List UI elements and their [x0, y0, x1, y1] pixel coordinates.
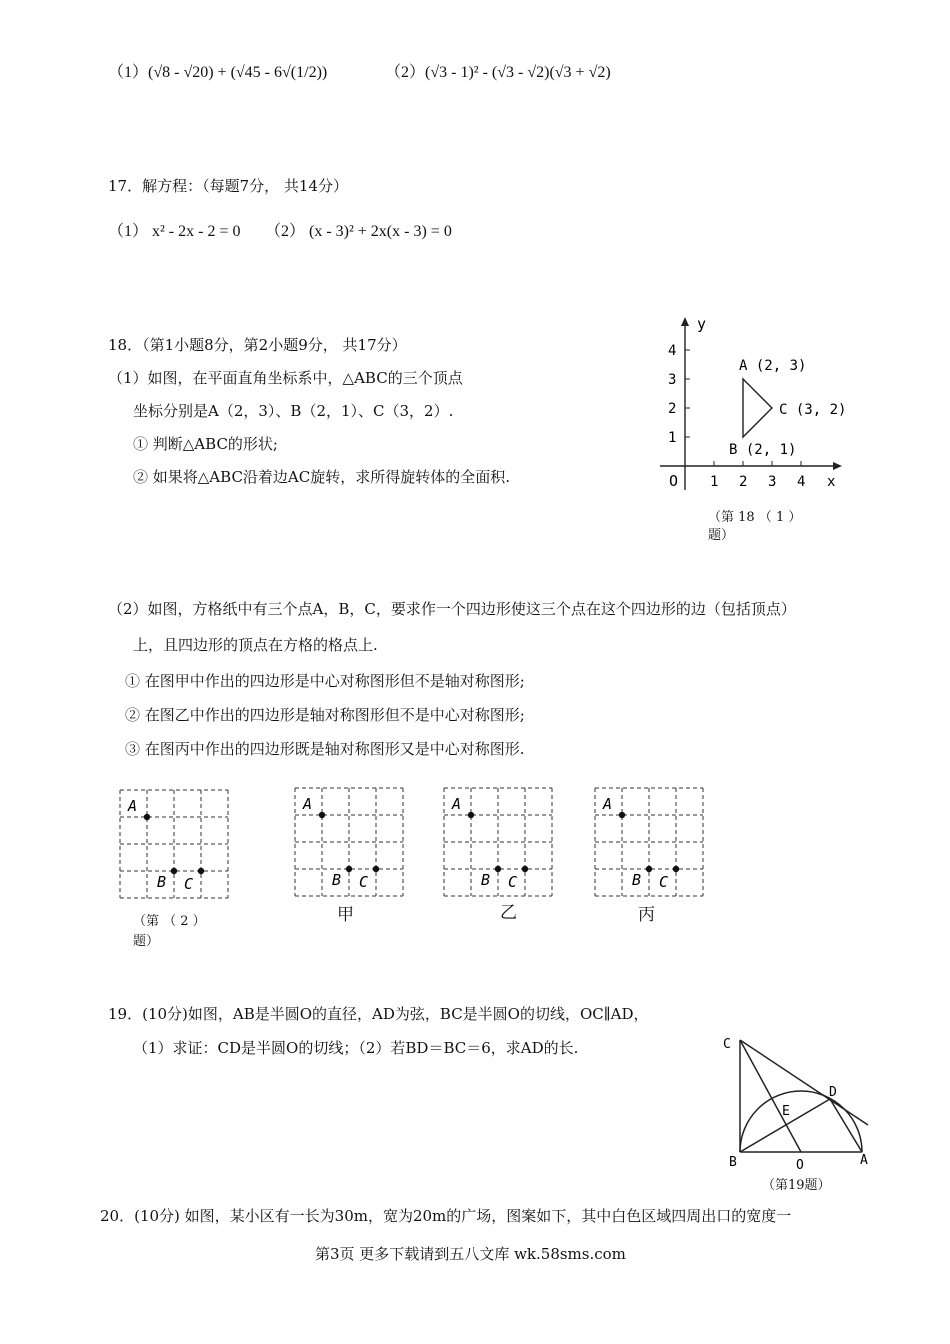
grid-point-a	[319, 812, 325, 818]
grid-figure-bing	[593, 786, 705, 896]
grid-point-b	[646, 866, 652, 872]
triangle-abc	[743, 379, 772, 437]
grid-point-label-c: C	[508, 873, 518, 891]
y-tick-label-4: 4	[668, 343, 677, 359]
grid-figure-yi	[442, 786, 554, 896]
problem18-title: 18．（第1小题8分，第2小题9分， 共17分）	[108, 336, 407, 354]
grid-point-label-a: A	[603, 795, 613, 813]
x-axis-label: x	[827, 474, 836, 490]
problem18-p1-q2: ② 如果将△ABC沿着边AC旋转，求所得旋转体的全面积.	[133, 468, 510, 486]
point-c-label: C (3, 2)	[779, 402, 847, 418]
problem18-p2-line1: （2）如图，方格纸中有三个点A，B，C，要求作一个四边形使这三个点在这个四边形的边（包括顶点）	[108, 600, 796, 618]
label-b: B	[729, 1155, 737, 1170]
problem17-title: 17．解方程：（每题7分， 共14分）	[108, 177, 348, 195]
grid-caption-line1: （第 （ 2 ）	[133, 914, 206, 929]
point-a-label: A (2, 3)	[739, 358, 807, 374]
fig18-1-caption-line2: 题）	[708, 528, 735, 543]
grid-point-label-a: A	[303, 795, 313, 813]
grid-point-label-c: C	[184, 875, 194, 893]
grid-point-c	[198, 868, 204, 874]
grid-point-b	[171, 868, 177, 874]
problem16-part2: （2）(√3 - 1)² - (√3 - √2)(√3 + √2)	[385, 64, 611, 81]
label-e: E	[782, 1104, 790, 1119]
origin-label: O	[669, 472, 679, 490]
label-c: C	[723, 1037, 731, 1052]
page-footer: 第3页 更多下载请到五八文库 wk.58sms.com	[315, 1245, 626, 1263]
problem18-p2-q2: ② 在图乙中作出的四边形是轴对称图形但不是中心对称图形;	[125, 706, 525, 724]
problem18-p1-q1: ① 判断△ABC的形状;	[133, 435, 278, 453]
x-tick-label-4: 4	[797, 474, 806, 490]
semicircle-figure	[715, 1028, 885, 1178]
coordinate-figure	[650, 312, 850, 497]
y-tick-label-3: 3	[668, 372, 677, 388]
grid-point-c	[522, 866, 528, 872]
grid-point-label-c: C	[359, 873, 369, 891]
grid-point-label-b: B	[332, 871, 342, 889]
problem16-part1: （1）(√8 - √20) + (√45 - 6√(1/2))	[108, 64, 328, 81]
problem17-part1: （1） x² - 2x - 2 = 0	[108, 223, 241, 240]
grid-label-jia: 甲	[337, 905, 354, 925]
grid-point-a	[144, 814, 150, 820]
grid-point-label-c: C	[659, 873, 669, 891]
problem20-line1: 20．(10分) 如图，某小区有一长为30m，宽为20m的广场，图案如下，其中白色区域四周出口的宽度一	[100, 1207, 792, 1225]
problem18-p2-q1: ① 在图甲中作出的四边形是中心对称图形但不是轴对称图形;	[125, 672, 525, 690]
problem18-p2-q3: ③ 在图丙中作出的四边形既是轴对称图形又是中心对称图形.	[125, 740, 525, 758]
grid-point-c	[673, 866, 679, 872]
segment-oc	[740, 1040, 801, 1152]
x-axis-arrow	[833, 462, 842, 470]
grid-point-label-b: B	[632, 871, 642, 889]
label-o: O	[796, 1158, 804, 1173]
y-axis-arrow	[681, 317, 689, 326]
problem18-p1-line2: 坐标分别是A（2，3）、B（2，1）、C（3，2）.	[133, 402, 454, 420]
problem17-part2: （2） (x - 3)² + 2x(x - 3) = 0	[265, 223, 452, 240]
grid-point-a	[619, 812, 625, 818]
segment-ad	[830, 1099, 862, 1152]
x-tick-label-3: 3	[768, 474, 777, 490]
problem19-line2: （1）求证：CD是半圆O的切线；（2）若BD＝BC＝6，求AD的长.	[133, 1039, 579, 1057]
y-tick-label-1: 1	[668, 430, 677, 446]
fig19-caption: （第19题）	[762, 1178, 831, 1193]
label-d: D	[829, 1085, 837, 1100]
grid-figure-reference	[118, 788, 230, 898]
tangent-cd	[740, 1040, 868, 1125]
problem18-p1-line1: （1）如图，在平面直角坐标系中，△ABC的三个顶点	[108, 369, 463, 387]
grid-point-b	[495, 866, 501, 872]
grid-label-bing: 丙	[638, 905, 655, 925]
x-tick-label-2: 2	[739, 474, 748, 490]
y-tick-label-2: 2	[668, 401, 677, 417]
grid-point-a	[468, 812, 474, 818]
label-a: A	[860, 1153, 868, 1168]
grid-point-c	[373, 866, 379, 872]
grid-point-label-a: A	[452, 795, 462, 813]
grid-point-b	[346, 866, 352, 872]
problem18-p2-line2: 上，且四边形的顶点在方格的格点上.	[133, 636, 378, 654]
grid-point-label-b: B	[481, 871, 491, 889]
grid-label-yi: 乙	[500, 903, 517, 923]
y-axis-label: y	[697, 315, 707, 333]
grid-point-label-a: A	[128, 797, 138, 815]
grid-caption-line2: 题）	[133, 934, 160, 949]
fig18-1-caption-line1: （第 18 （ 1 ）	[708, 510, 802, 525]
grid-point-label-b: B	[157, 873, 167, 891]
problem19-line1: 19．(10分)如图，AB是半圆O的直径，AD为弦，BC是半圆O的切线，OC∥AD，	[108, 1005, 649, 1023]
grid-figure-jia	[293, 786, 405, 896]
point-b-label: B (2, 1)	[729, 442, 797, 458]
x-tick-label-1: 1	[710, 474, 719, 490]
